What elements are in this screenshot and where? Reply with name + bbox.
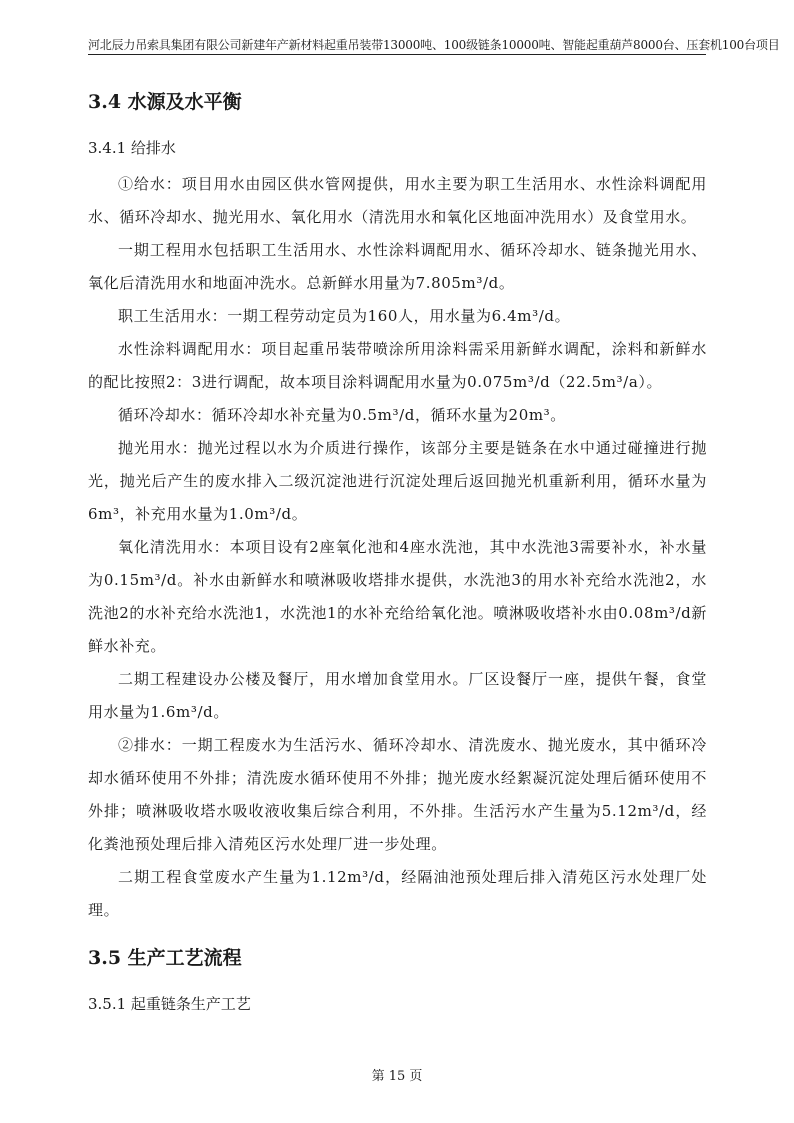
sub-heading-3-4-1: 3.4.1 给排水 <box>88 139 176 157</box>
body-text <box>88 168 707 927</box>
paragraph-drainage: ②排水：一期工程废水为生活污水、循环冷却水、清洗废水、抛光废水，其中循环冷却水循环使用不外排；清洗废水循环使用不外排；抛光废水经絮凝沉淀处理后循环使用不外排；喷淋吸收塔水吸收液收集后综合利用，不外排。生活污水产生量为5.12m³/d，经化粪池预处理后排入清苑区污水处理厂进一步处理。 <box>88 736 707 853</box>
header-divider <box>88 54 706 55</box>
paragraph-phase2-wastewater: 二期工程食堂废水产生量为1.12m³/d，经隔油池预处理后排入清苑区污水处理厂处理。 <box>88 868 707 919</box>
sub-heading-3-5-1: 3.5.1 起重链条生产工艺 <box>88 995 251 1013</box>
paragraph-water-supply: ①给水：项目用水由园区供水管网提供，用水主要为职工生活用水、水性涂料调配用水、循环冷却水、抛光用水、氧化用水（清洗用水和氧化区地面冲洗用水）及食堂用水。 <box>88 175 707 226</box>
paragraph-oxidation-rinse-water: 氧化清洗用水：本项目设有2座氧化池和4座水洗池，其中水洗池3需要补水，补水量为0.15m³/d。补水由新鲜水和喷淋吸收塔排水提供，水洗池3的用水补充给水洗池2，水洗池2的水补充给水洗池1，水洗池1的水补充给给氧化池。喷淋吸收塔补水由0.08m³/d新鲜水补充。 <box>88 538 707 655</box>
section-heading-3-4: 3.4 水源及水平衡 <box>88 91 242 113</box>
page-number: 第 15 页 <box>371 1069 423 1084</box>
paragraph-staff-water: 职工生活用水：一期工程劳动定员为160人，用水量为6.4m³/d。 <box>118 307 571 325</box>
paragraph-cooling-water: 循环冷却水：循环冷却水补充量为0.5m³/d，循环水量为20m³。 <box>118 406 566 424</box>
paragraph-polishing-water: 抛光用水：抛光过程以水为介质进行操作，该部分主要是链条在水中通过碰撞进行抛光，抛光后产生的废水排入二级沉淀池进行沉淀处理后返回抛光机重新利用，循环水量为6m³，补充用水量为1.0m³/d。 <box>88 439 707 523</box>
running-header: 河北辰力吊索具集团有限公司新建年产新材料起重吊装带13000吨、100级链条10000吨、智能起重葫芦8000台、压套机100台项目 <box>88 38 780 52</box>
paragraph-phase2-canteen-water: 二期工程建设办公楼及餐厅，用水增加食堂用水。厂区设餐厅一座，提供午餐，食堂用水量为1.6m³/d。 <box>88 670 707 721</box>
section-heading-3-5: 3.5 生产工艺流程 <box>88 947 242 969</box>
paragraph-coating-water: 水性涂料调配用水：项目起重吊装带喷涂所用涂料需采用新鲜水调配，涂料和新鲜水的配比按照2：3进行调配，故本项目涂料调配用水量为0.075m³/d（22.5m³/a）。 <box>88 340 707 391</box>
paragraph-phase1-water-use: 一期工程用水包括职工生活用水、水性涂料调配用水、循环冷却水、链条抛光用水、氧化后清洗用水和地面冲洗水。总新鲜水用量为7.805m³/d。 <box>88 241 707 292</box>
